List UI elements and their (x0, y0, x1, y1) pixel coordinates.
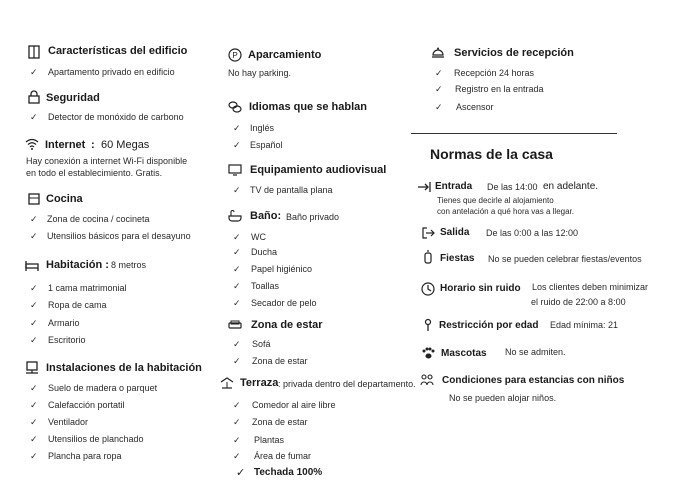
parking-icon (228, 48, 242, 62)
check-icon: ✓ (233, 140, 241, 150)
idiomas-item: Español (250, 140, 283, 150)
check-icon: ✓ (233, 356, 241, 366)
divider (411, 133, 617, 134)
seguridad-title: Seguridad (46, 92, 100, 104)
check-icon: ✓ (435, 84, 443, 94)
mascotas-label: Mascotas (441, 348, 487, 359)
instalaciones-item: Suelo de madera o parquet (48, 383, 158, 393)
bano-item: Secador de pelo (251, 298, 317, 308)
person-icon (421, 318, 435, 332)
reception-bell-icon (431, 45, 445, 59)
fiestas-label: Fiestas (440, 253, 475, 264)
edad-label: Restricción por edad (439, 320, 539, 331)
arrow-in-icon (417, 180, 431, 194)
check-icon: ✓ (30, 318, 38, 328)
mascotas-value: No se admiten. (505, 347, 566, 357)
bed-icon (25, 258, 39, 272)
ninos-label: Condiciones para estancias con niños (442, 375, 625, 386)
check-icon: ✓ (30, 231, 38, 241)
instalaciones-item: Plancha para ropa (48, 451, 122, 461)
habitacion-item: Escritorio (48, 335, 86, 345)
ruido-value: Los clientes deben minimizar (532, 282, 649, 292)
lock-icon (27, 90, 41, 104)
habitacion-value: 8 metros (111, 260, 147, 270)
habitacion-item: 1 cama matrimonial (48, 283, 127, 293)
check-icon: ✓ (233, 435, 241, 445)
salida-value: De las 0:00 a las 12:00 (486, 228, 579, 238)
instalaciones-title: Instalaciones de la habitación (46, 362, 202, 374)
edad-value: Edad mínima: 21 (550, 320, 619, 330)
check-icon: ✓ (30, 335, 38, 345)
terraza-item: Área de fumar (254, 451, 312, 461)
idiomas-title: Idiomas que se hablan (249, 101, 367, 113)
bano-item: Papel higiénico (251, 264, 313, 274)
bathtub-icon (228, 209, 242, 223)
terraza-item: Zona de estar (252, 417, 308, 427)
ruido-label: Horario sin ruido (440, 283, 521, 294)
check-icon: ✓ (233, 264, 241, 274)
bano-value: Baño privado (286, 212, 340, 222)
terraza-item: Plantas (254, 435, 285, 445)
habitacion-item: Ropa de cama (48, 300, 107, 310)
recepcion-item: Registro en la entrada (455, 84, 544, 94)
terraza-last: Techada 100% (254, 467, 323, 478)
terraza-value: : privada dentro del departamento. (278, 379, 416, 389)
normas-title: Normas de la casa (430, 146, 553, 162)
children-icon (420, 373, 434, 387)
arrow-out-icon (421, 226, 435, 240)
moon-icon (421, 282, 435, 296)
check-icon: ✓ (30, 300, 38, 310)
kitchen-icon (27, 192, 41, 206)
recepcion-item: Ascensor (456, 102, 494, 112)
check-icon: ✓ (233, 400, 241, 410)
check-icon: ✓ (233, 281, 241, 291)
caracteristicas-title: Características del edificio (48, 45, 188, 57)
check-icon: ✓ (233, 417, 241, 427)
check-icon: ✓ (30, 400, 38, 410)
check-icon: ✓ (30, 434, 38, 444)
idiomas-item: Inglés (250, 123, 275, 133)
check-icon: ✓ (233, 247, 241, 257)
sofa-icon (228, 318, 242, 332)
habitacion-title: Habitación : (46, 259, 109, 271)
tv-icon (228, 163, 242, 177)
building-icon (27, 45, 41, 59)
zona-estar-title: Zona de estar (251, 319, 323, 331)
check-icon: ✓ (30, 451, 38, 461)
entrada-desc: con antelación a qué hora vas a llegar. (437, 207, 574, 216)
aparcamiento-title: Aparcamiento (248, 49, 322, 61)
check-icon: ✓ (233, 451, 241, 461)
entrada-value2: en adelante. (543, 181, 599, 192)
party-icon (421, 250, 435, 264)
check-icon: ✓ (30, 283, 38, 293)
recepcion-title: Servicios de recepción (454, 47, 574, 59)
cocina-title: Cocina (46, 193, 83, 205)
internet-desc: en todo el establecimiento. Gratis. (26, 168, 163, 178)
internet-value: 60 Megas (101, 139, 150, 151)
caracteristicas-item: Apartamento privado en edificio (48, 67, 175, 77)
check-icon: ✓ (30, 112, 38, 122)
entrada-value: De las 14:00 (487, 182, 538, 192)
salida-label: Salida (440, 227, 470, 238)
internet-desc: Hay conexión a internet Wi-Fi disponible (26, 156, 188, 166)
zona-estar-item: Zona de estar (252, 356, 308, 366)
entrada-label: Entrada (435, 181, 473, 192)
instalaciones-item: Ventilador (48, 417, 89, 427)
check-icon: ✓ (435, 68, 443, 78)
terraza-title: Terraza (240, 377, 279, 389)
recepcion-item: Recepción 24 horas (454, 68, 535, 78)
audiovisual-item: TV de pantalla plana (250, 185, 333, 195)
check-icon: ✓ (236, 467, 246, 479)
check-icon: ✓ (233, 339, 241, 349)
check-icon: ✓ (233, 123, 241, 133)
check-icon: ✓ (233, 298, 241, 308)
terraza-item: Comedor al aire libre (252, 400, 336, 410)
instalaciones-item: Calefacción portatil (48, 400, 125, 410)
ninos-value: No se pueden alojar niños. (449, 393, 557, 403)
cocina-item: Zona de cocina / cocineta (47, 214, 150, 224)
paw-icon (421, 346, 435, 360)
svg-text:P: P (232, 51, 238, 60)
fiestas-value: No se pueden celebrar fiestas/eventos (488, 254, 642, 264)
internet-title: Internet (45, 139, 86, 151)
bano-title: Baño: (250, 210, 282, 222)
check-icon: ✓ (30, 67, 38, 77)
audiovisual-title: Equipamiento audiovisual (250, 164, 387, 176)
zona-estar-item: Sofá (252, 339, 271, 349)
check-icon: ✓ (30, 383, 38, 393)
check-icon: ✓ (233, 232, 241, 242)
internet-sep: : (91, 139, 95, 151)
check-icon: ✓ (30, 214, 38, 224)
habitacion-item: Armario (48, 318, 80, 328)
bano-item: Ducha (251, 247, 278, 257)
ruido-value: el ruido de 22:00 a 8:00 (531, 297, 626, 307)
instalaciones-item: Utensilios de planchado (48, 434, 144, 444)
wifi-icon (25, 137, 39, 151)
entrada-desc: Tienes que decirle al alojamiento (437, 196, 554, 205)
bano-item: WC (251, 232, 266, 242)
room-icon (25, 361, 39, 375)
speech-bubbles-icon (228, 100, 242, 114)
terrace-icon (220, 376, 234, 390)
check-icon: ✓ (435, 102, 443, 112)
cocina-item: Utensilios básicos para el desayuno (47, 231, 191, 241)
check-icon: ✓ (233, 185, 241, 195)
seguridad-item: Detector de monóxido de carbono (48, 112, 184, 122)
aparcamiento-desc: No hay parking. (228, 68, 292, 78)
check-icon: ✓ (30, 417, 38, 427)
bano-item: Toallas (251, 281, 280, 291)
